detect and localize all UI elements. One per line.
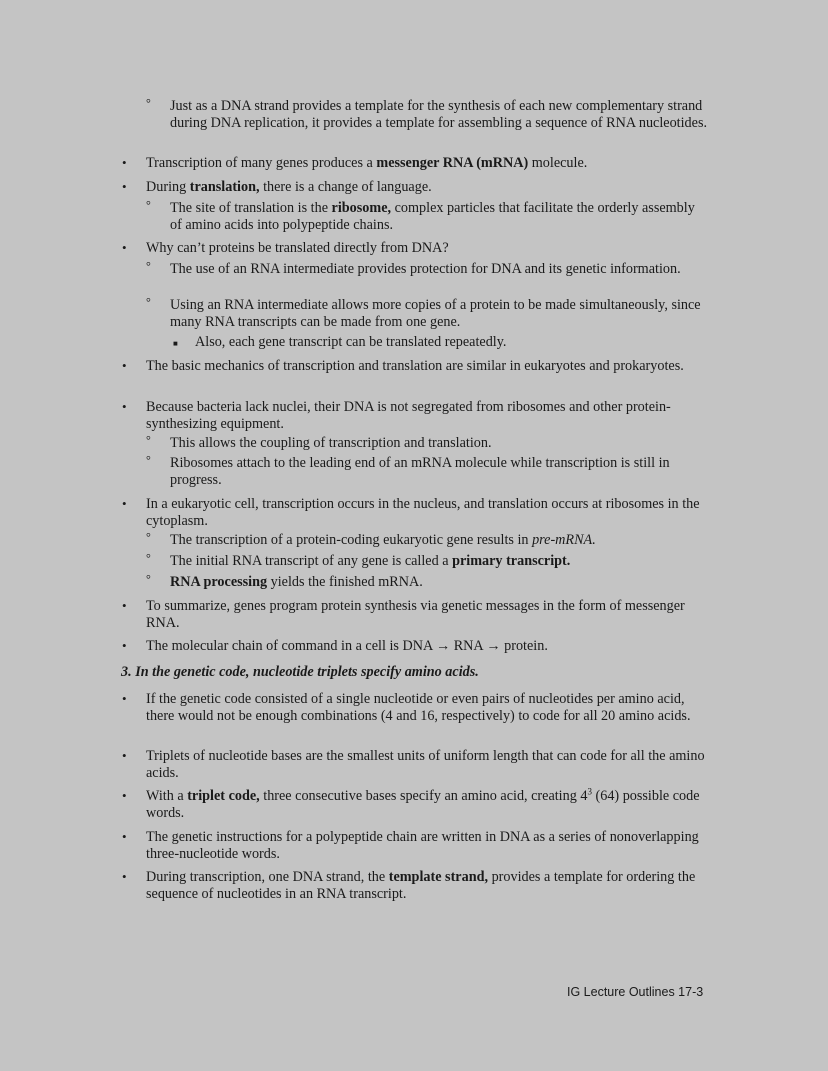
outline-item	[122, 496, 711, 529]
bullet-icon: •	[122, 399, 127, 414]
outline-item-text: The basic mechanics of transcription and translation are similar in eukaryotes and prokaryotes.	[146, 358, 684, 374]
outline-item	[146, 433, 710, 452]
bullet-icon: •	[122, 179, 127, 194]
bullet-icon: •	[122, 748, 127, 763]
outline-item-text: Because bacteria lack nuclei, their DNA is not segregated from ribosomes and other protein-synthesizing equipment.	[146, 399, 671, 432]
outline-item	[122, 399, 711, 432]
outline-item	[146, 530, 710, 549]
bullet-icon: •	[122, 788, 127, 803]
outline-item-text: Transcription of many genes produces a messenger RNA (mRNA) molecule.	[146, 155, 588, 171]
bullet-icon: •	[122, 358, 127, 373]
section-heading: 3. In the genetic code, nucleotide triplets specify amino acids.	[121, 664, 479, 680]
outline-item-text: The molecular chain of command in a cell is DNA → RNA → protein.	[146, 638, 548, 654]
outline-item	[146, 551, 710, 570]
outline-item-text: The site of translation is the ribosome, complex particles that facilitate the orderly assembly of amino acids into polypeptide chains.	[170, 200, 695, 233]
outline-item	[122, 869, 711, 902]
outline-item-text: Also, each gene transcript can be translated repeatedly.	[195, 334, 507, 350]
outline-item	[122, 638, 711, 655]
outline-item-text: This allows the coupling of transcription and translation.	[170, 435, 492, 451]
bullet-icon: •	[122, 869, 127, 884]
circle-bullet-icon: °	[146, 198, 151, 212]
outline-item	[122, 598, 711, 631]
outline-item	[122, 358, 711, 375]
outline-item-text: Using an RNA intermediate allows more copies of a protein to be made simultaneously, since many RNA transcripts can be made from one gene.	[170, 297, 701, 330]
outline-item-text: Triplets of nucleotide bases are the smallest units of uniform length that can code for all the amino acids.	[146, 748, 705, 781]
outline-item-text: Ribosomes attach to the leading end of an mRNA molecule while transcription is still in progress.	[170, 455, 670, 488]
outline-item-text: During transcription, one DNA strand, the template strand, provides a template for ordering the sequence of nucleotides in an RNA transcript.	[146, 869, 696, 902]
outline-item	[122, 829, 711, 862]
outline-item	[146, 259, 710, 278]
outline-item-text: In a eukaryotic cell, transcription occurs in the nucleus, and translation occurs at ribosomes in the cytoplasm.	[146, 496, 700, 529]
circle-bullet-icon: °	[146, 259, 151, 273]
outline-item-text: The initial RNA transcript of any gene is called a primary transcript.	[170, 553, 571, 569]
outline-item	[146, 295, 710, 330]
outline-item	[146, 453, 710, 488]
outline-item-text: The use of an RNA intermediate provides protection for DNA and its genetic information.	[170, 261, 681, 277]
outline-item-text: During translation, there is a change of language.	[146, 179, 432, 195]
bullet-icon: •	[122, 829, 127, 844]
outline-item	[146, 198, 710, 233]
bullet-icon: •	[122, 240, 127, 255]
outline-item	[122, 748, 711, 781]
bullet-icon: •	[122, 691, 127, 706]
circle-bullet-icon: °	[146, 453, 151, 467]
circle-bullet-icon: °	[146, 530, 151, 544]
outline-item-text: To summarize, genes program protein synthesis via genetic messages in the form of messenger RNA.	[146, 598, 685, 631]
circle-bullet-icon: °	[146, 433, 151, 447]
outline-item	[122, 786, 711, 821]
bullet-icon: •	[122, 638, 127, 653]
outline-item-text: With a triplet code, three consecutive bases specify an amino acid, creating $4^3$ (64) possible code words.	[146, 786, 700, 821]
outline-item	[122, 691, 711, 724]
outline-item	[122, 240, 711, 257]
outline-item-text: Why can’t proteins be translated directly from DNA?	[146, 240, 449, 256]
outline-item	[122, 155, 711, 172]
circle-bullet-icon: °	[146, 96, 151, 110]
outline-item-text: If the genetic code consisted of a single nucleotide or even pairs of nucleotides per amino acid, there would not be enough combinations (4 and 16, respectively) to code for all 20 amino acids.	[146, 691, 691, 724]
outline-item	[146, 96, 710, 131]
bullet-icon: •	[122, 155, 127, 170]
circle-bullet-icon: °	[146, 551, 151, 565]
outline-item-text: RNA processing yields the finished mRNA.	[170, 574, 423, 590]
outline-item	[122, 179, 711, 196]
bullet-icon: •	[122, 496, 127, 511]
square-bullet-icon: ■	[173, 339, 178, 348]
outline-item-text: The transcription of a protein-coding eukaryotic gene results in pre-mRNA.	[170, 532, 596, 548]
outline-item-text: Just as a DNA strand provides a template for the synthesis of each new complementary strand during DNA replication, it provides a template for assembling a sequence of RNA nucleotides.	[170, 98, 708, 131]
circle-bullet-icon: °	[146, 572, 151, 586]
page-footer: IG Lecture Outlines 17-3	[567, 985, 704, 999]
bullet-icon: •	[122, 598, 127, 613]
circle-bullet-icon: °	[146, 295, 151, 309]
outline-item-text: The genetic instructions for a polypeptide chain are written in DNA as a series of nonoverlapping three-nucleotide words.	[146, 829, 699, 862]
outline-item	[146, 572, 710, 591]
outline-item	[173, 334, 710, 351]
